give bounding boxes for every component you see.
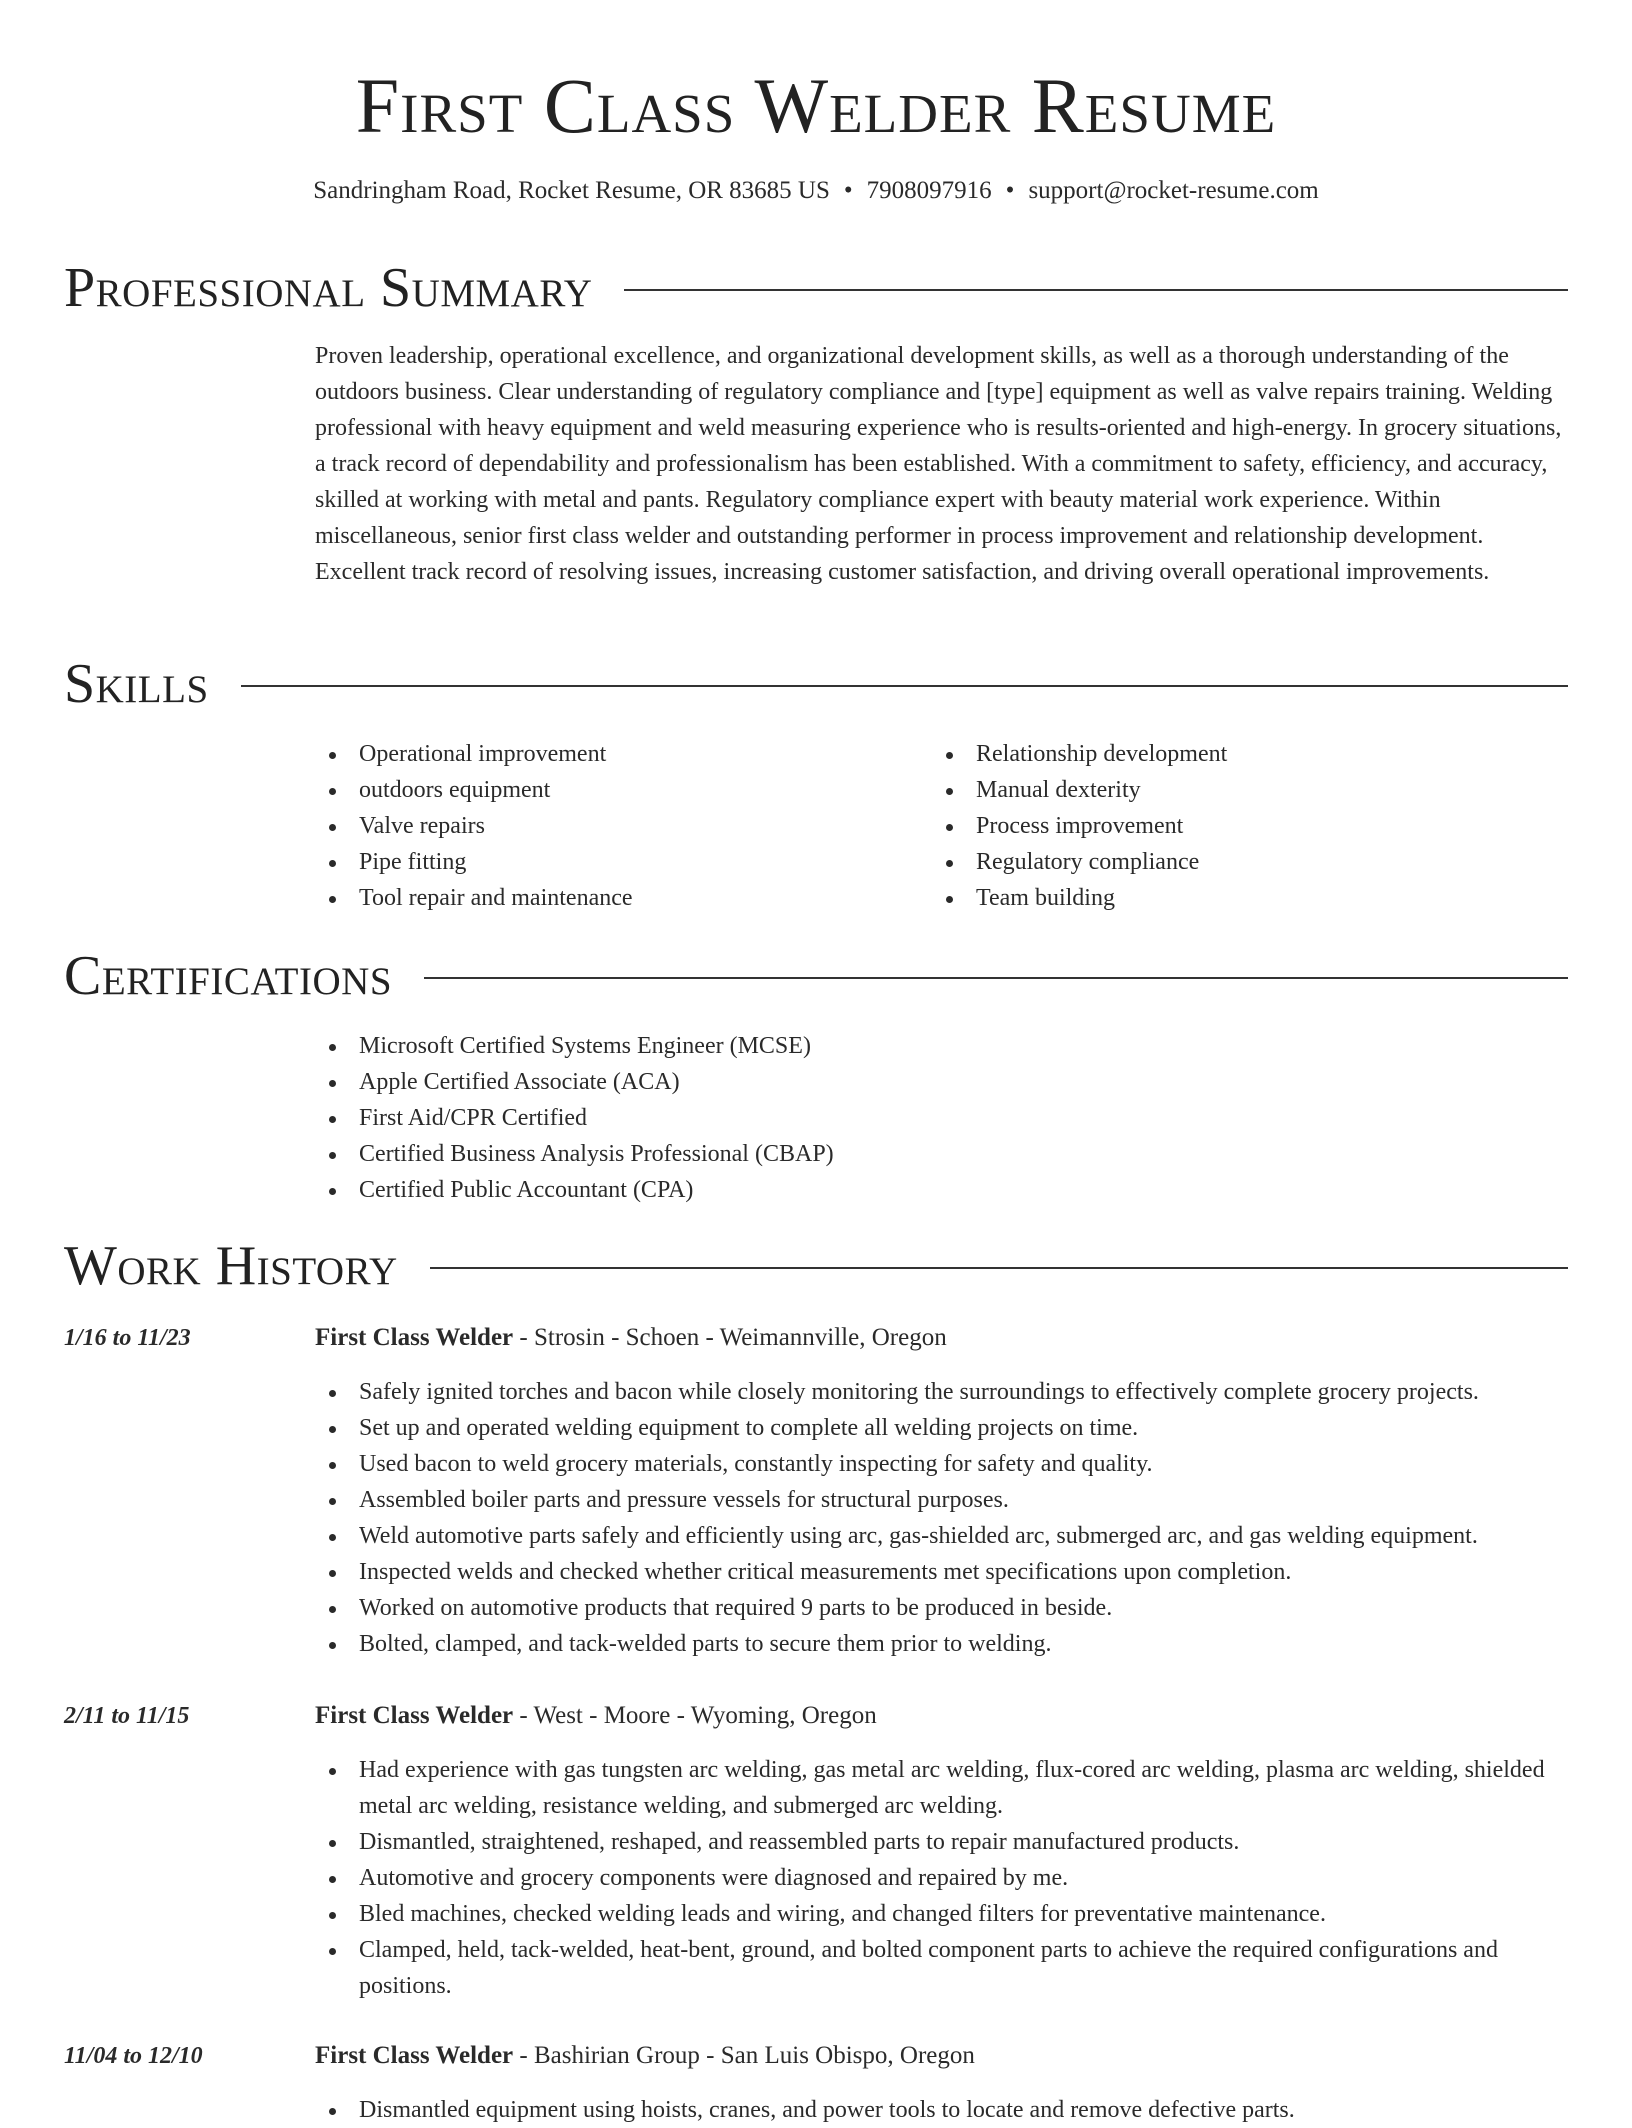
section-work-history [64, 1234, 1568, 1298]
job-bullet: Clamped, held, tack-welded, heat-bent, ground, and bolted component parts to achieve the required configurations and positions. [315, 1932, 1568, 2004]
job-title-line [315, 1320, 947, 1356]
summary-text: Proven leadership, operational excellence, and organizational development skills, as well as a thorough understanding of the outdoors business. Clear understanding of regulatory compliance and [type] equipment as well as valve repairs training. Welding professional with heavy equipment and weld measuring experience who is results-oriented and high-energy. In grocery situations, a track record of dependability and professionalism has been established. With a commitment to safety, efficiency, and accuracy, skilled at working with metal and pants. Regulatory compliance expert with beauty material work experience. Within miscellaneous, senior first class welder and outstanding performer in process improvement and relationship development. Excellent track record of resolving issues, increasing customer satisfaction, and driving overall operational improvements. [315, 343, 1562, 585]
contact-separator: • [1005, 177, 1015, 204]
section-certifications [64, 944, 1568, 1008]
job-bullet: Had experience with gas tungsten arc welding, gas metal arc welding, flux-cored arc welding, plasma arc welding, shielded metal arc welding, resistance welding, and submerged arc welding. [315, 1752, 1568, 1824]
job-bullet: Weld automotive parts safely and efficiently using arc, gas-shielded arc, submerged arc, and gas welding equipment. [315, 1518, 1568, 1554]
certification-item: First Aid/CPR Certified [315, 1100, 1568, 1136]
job-bullet: Dismantled, straightened, reshaped, and reassembled parts to repair manufactured products. [315, 1824, 1568, 1860]
job-employer: - Strosin - Schoen - Weimannville, Oregon [513, 1324, 947, 1351]
skill-item: Relationship development [932, 736, 1532, 772]
job-bullet: Set up and operated welding equipment to complete all welding projects on time. [315, 1410, 1568, 1446]
section-heading: Work History [64, 1235, 398, 1297]
job-bullet: Used bacon to weld grocery materials, constantly inspecting for safety and quality. [315, 1446, 1568, 1482]
skill-item: Valve repairs [315, 808, 915, 844]
job-bullet: Safely ignited torches and bacon while closely monitoring the surroundings to effectively complete grocery projects. [315, 1374, 1568, 1410]
job-title: First Class Welder [315, 2042, 514, 2069]
section-heading: Certifications [64, 945, 393, 1007]
skill-item: Tool repair and maintenance [315, 880, 915, 916]
certification-item: Apple Certified Associate (ACA) [315, 1064, 1568, 1100]
skill-item: Manual dexterity [932, 772, 1532, 808]
job-bullet: Worked on automotive products that required 9 parts to be produced in beside. [315, 1590, 1568, 1626]
job-employer: - West - Moore - Wyoming, Oregon [513, 1702, 877, 1729]
skills-column-left [315, 736, 915, 916]
section-divider [424, 977, 1568, 979]
contact-email: support@rocket-resume.com [1028, 177, 1319, 204]
contact-phone: 7908097916 [866, 177, 992, 204]
job-title: First Class Welder [315, 1702, 514, 1729]
section-divider [430, 1267, 1568, 1269]
job-bullet: Dismantled equipment using hoists, cranes, and power tools to locate and remove defective parts. [315, 2092, 1568, 2128]
section-divider [624, 289, 1568, 291]
resume-title: First Class Welder Resume [355, 62, 1277, 149]
skills-column-right [932, 736, 1532, 916]
job-dates: 1/16 to 11/23 [64, 1325, 191, 1351]
skill-item: Team building [932, 880, 1532, 916]
section-heading: Professional Summary [64, 257, 593, 319]
skill-item: outdoors equipment [315, 772, 915, 808]
job-bullet: Automotive and grocery components were diagnosed and repaired by me. [315, 1860, 1568, 1896]
certification-item: Certified Business Analysis Professional (CBAP) [315, 1136, 1568, 1172]
job-bullet: Inspected welds and checked whether critical measurements met specifications upon completion. [315, 1554, 1568, 1590]
job-bullets [315, 1752, 1568, 2004]
section-skills [64, 652, 1568, 716]
job-bullets [315, 1374, 1568, 1662]
job-dates: 11/04 to 12/10 [64, 2043, 203, 2069]
section-heading: Skills [64, 653, 209, 715]
job-title-line [315, 2038, 975, 2074]
job-bullet: Bled machines, checked welding leads and wiring, and changed filters for preventative maintenance. [315, 1896, 1568, 1932]
job-title-line [315, 1698, 877, 1734]
job-bullet: Assembled boiler parts and pressure vessels for structural purposes. [315, 1482, 1568, 1518]
job-dates: 2/11 to 11/15 [64, 1703, 190, 1729]
section-professional-summary [64, 256, 1568, 320]
certification-item: Microsoft Certified Systems Engineer (MCSE) [315, 1028, 1568, 1064]
skill-item: Process improvement [932, 808, 1532, 844]
contact-line [0, 174, 1632, 208]
job-bullets [315, 2092, 1568, 2128]
skill-item: Regulatory compliance [932, 844, 1532, 880]
section-divider [241, 685, 1568, 687]
certification-item: Certified Public Accountant (CPA) [315, 1172, 1568, 1208]
contact-address: Sandringham Road, Rocket Resume, OR 83685 US [313, 177, 830, 204]
skill-item: Operational improvement [315, 736, 915, 772]
job-bullet: Bolted, clamped, and tack-welded parts to secure them prior to welding. [315, 1626, 1568, 1662]
certifications-list [315, 1028, 1568, 1208]
skill-item: Pipe fitting [315, 844, 915, 880]
job-title: First Class Welder [315, 1324, 514, 1351]
contact-separator: • [843, 177, 853, 204]
job-employer: - Bashirian Group - San Luis Obispo, Oregon [513, 2042, 975, 2069]
